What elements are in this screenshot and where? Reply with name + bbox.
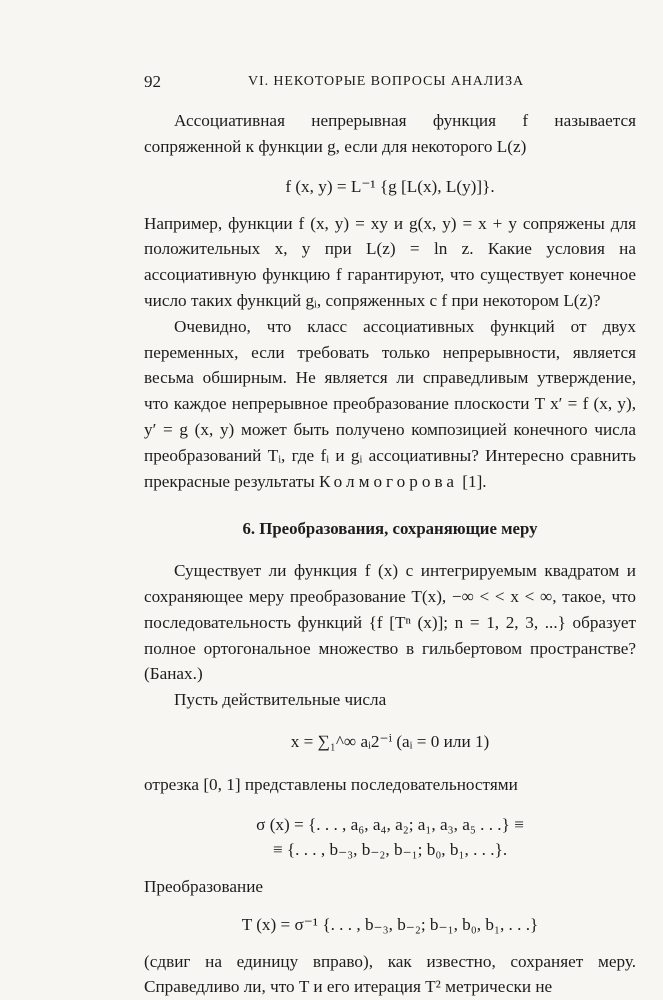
page-body: [144, 108, 636, 1000]
paragraph-shift-measure: (сдвиг на единицу вправо), как известно, сохраняет меру. Справедливо ли, что T и его итерация T² метрически не: [144, 951, 636, 997]
reference-1: [1].: [462, 471, 487, 491]
paragraph-conjugate-definition: Ассоциативная непрерывная функция f называется сопряженной к функции g, если для некоторого L(z): [144, 111, 636, 156]
formula-conjugate: f (x, y) = L⁻¹ {g [L(x), L(y)]}.: [285, 176, 495, 196]
running-head: VI. НЕКОТОРЫЕ ВОПРОСЫ АНАЛИЗА: [248, 74, 525, 89]
page-header: [0, 72, 663, 96]
paragraph-example: Например, функции f (x, y) = xy и g(x, y) = x + y сопряжены для положительных x, y при L(z) = ln z. Какие условия на ассоциативную функцию f гарантируют, что существует конечное число таких функций gᵢ, сопряженных с f при некотором L(z)?: [144, 213, 636, 310]
paragraph-associative-class-text: Очевидно, что класс ассоциативных функций от двух переменных, если требовать только непрерывности, является весьма обширным. Не является ли справедливым утверждение, что каждое непрерывное преобразование плоскости T x′ = f (x, y), y′ = g (x, y) может быть получено композицией конечного числа преобразований Tᵢ, где fᵢ и gᵢ ассоциативны? Интересно сравнить прекрасные результаты: [144, 316, 636, 491]
section-title: 6. Преобразования, сохраняющие меру: [242, 519, 538, 539]
formula-binary-expansion: x = ∑₁^∞ aᵢ2⁻ⁱ (aᵢ = 0 или 1): [290, 731, 490, 751]
formula-shift: T (x) = σ⁻¹ {. . . , b₋₃, b₋₂; b₋₁, b₀, b₁, . . .}: [241, 914, 539, 934]
paragraph-banach-question: Существует ли функция f (x) с интегрируемым квадратом и сохраняющее меру преобразование T(x), −∞ < < x < ∞, такое, что последовательность функций {f [Tⁿ (x)]; n = 1, 2, 3, ...} образует полное ортогональное множество в гильбертовом пространстве? (Банах.): [144, 561, 636, 684]
paragraph-sequences: отрезка [0, 1] представлены последовательностями: [144, 774, 518, 794]
paragraph-transformation: Преобразование: [144, 876, 264, 896]
formula-sigma-line1: σ (x) = {. . . , a₆, a₄, a₂; a₁, a₃, a₅ . . .} ≡: [256, 814, 524, 834]
formula-sigma-line2: ≡ {. . . , b₋₃, b₋₂, b₋₁; b₀, b₁, . . .}.: [272, 839, 508, 859]
paragraph-associative-class: [144, 314, 636, 495]
author-kolmogorov: Колмогорова: [319, 471, 458, 491]
page-number: 92: [144, 72, 161, 91]
paragraph-real-numbers: Пусть действительные числа: [174, 690, 387, 710]
